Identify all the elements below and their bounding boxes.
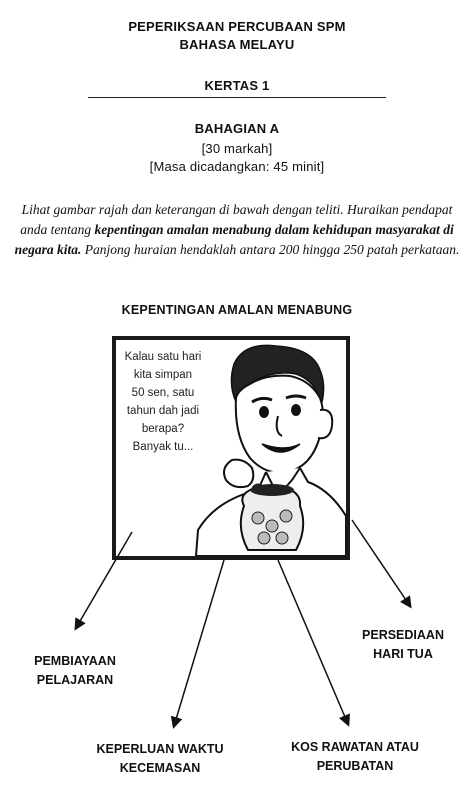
branch-line: KEPERLUAN WAKTU xyxy=(96,742,224,756)
section-marks: [30 markah] xyxy=(201,141,273,156)
bubble-line: berapa? xyxy=(141,423,185,435)
bubble-line: tahun dah jadi xyxy=(126,405,200,417)
exam-title: PEPERIKSAAN PERCUBAAN SPM xyxy=(128,19,346,34)
instructions-emphasis: kepentingan amalan menabung dalam kehidupan masyarakat di negara kita. xyxy=(14,222,454,257)
branch-keperluan-waktu-kecemasan xyxy=(80,740,240,778)
branch-line: PERUBATAN xyxy=(316,759,394,773)
bubble-line: Banyak tu... xyxy=(132,441,194,453)
arrow-to-persediaan xyxy=(352,520,410,606)
branch-kos-rawatan-perubatan xyxy=(270,738,440,776)
section-time: [Masa dicadangkan: 45 minit] xyxy=(149,159,325,174)
branch-persediaan-hari-tua xyxy=(348,626,458,664)
branch-line: PELAJARAN xyxy=(36,673,114,687)
branch-line: PERSEDIAAN xyxy=(362,628,444,642)
branch-line: HARI TUA xyxy=(373,647,433,661)
subject-title: BAHASA MELAYU xyxy=(179,37,295,52)
diagram-title: KEPENTINGAN AMALAN MENABUNG xyxy=(121,303,353,317)
bubble-line: Kalau satu hari xyxy=(124,351,202,363)
branch-line: KOS RAWATAN ATAU xyxy=(291,740,419,754)
bubble-line: 50 sen, satu xyxy=(131,387,195,399)
branch-line: KECEMASAN xyxy=(119,761,201,775)
branch-pembiayaan-pelajaran xyxy=(20,652,130,690)
instructions-text-2: Panjong huraian hendaklah antara 200 hingga 250 patah perkataan. xyxy=(81,242,460,257)
instructions-text-1: Lihat gambar rajah dan keterangan di bawah dengan teliti. Huraikan pendapat anda tentang xyxy=(20,202,453,237)
arrow-to-pembiayaan xyxy=(76,532,132,628)
arrow-to-keperluan xyxy=(174,560,224,726)
paper-title: KERTAS 1 xyxy=(204,78,270,93)
arrow-to-kos-rawatan xyxy=(278,560,348,724)
branch-line: PEMBIAYAAN xyxy=(34,654,116,668)
bubble-line: kita simpan xyxy=(133,369,193,381)
section-title: BAHAGIAN A xyxy=(194,121,280,136)
